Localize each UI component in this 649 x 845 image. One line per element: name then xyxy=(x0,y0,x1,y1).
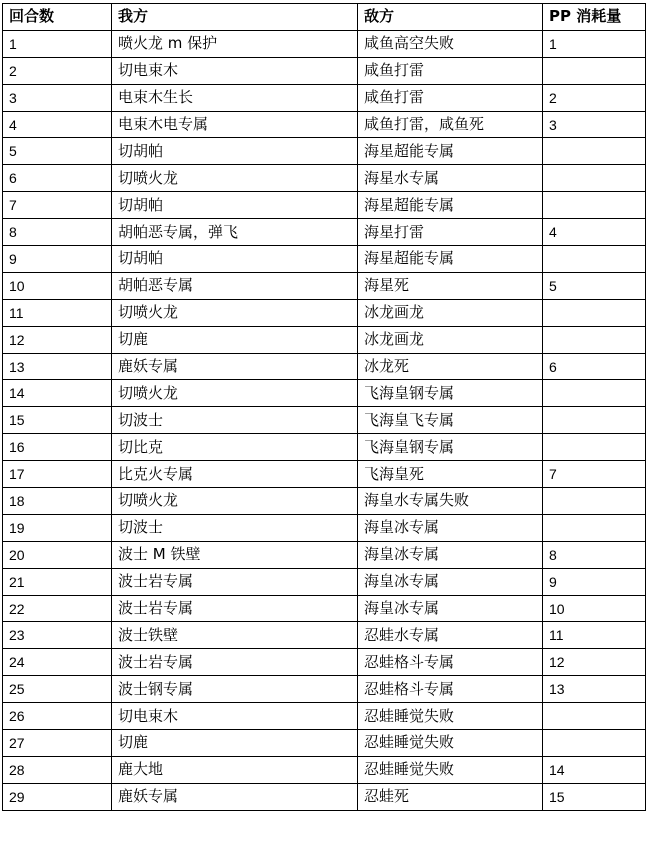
table-row xyxy=(3,541,646,568)
round-cell: 25 xyxy=(3,676,112,703)
round-cell: 19 xyxy=(3,514,112,541)
enemy-action-cell: 海星超能专属 xyxy=(358,192,543,219)
table-row xyxy=(3,514,646,541)
table-row xyxy=(3,434,646,461)
our-action-cell: 切鹿 xyxy=(112,326,358,353)
our-action-cell: 电束木生长 xyxy=(112,84,358,111)
our-action-cell: 波士 M 铁壁 xyxy=(112,541,358,568)
our-action-cell: 切鹿 xyxy=(112,730,358,757)
table-row xyxy=(3,84,646,111)
table-row xyxy=(3,30,646,57)
our-action-cell: 切喷火龙 xyxy=(112,380,358,407)
table-row xyxy=(3,407,646,434)
pp-cell: 7 xyxy=(543,461,646,488)
table-row xyxy=(3,756,646,783)
enemy-action-cell: 海皇冰专属 xyxy=(358,514,543,541)
pp-cell xyxy=(543,380,646,407)
enemy-action-cell: 冰龙画龙 xyxy=(358,326,543,353)
enemy-action-cell: 忍蛙睡觉失败 xyxy=(358,703,543,730)
pp-cell: 5 xyxy=(543,272,646,299)
enemy-action-cell: 海星超能专属 xyxy=(358,246,543,273)
pp-cell xyxy=(543,326,646,353)
pp-cell xyxy=(543,246,646,273)
table-row xyxy=(3,488,646,515)
pp-cell: 8 xyxy=(543,541,646,568)
table-row xyxy=(3,622,646,649)
round-cell: 23 xyxy=(3,622,112,649)
round-cell: 5 xyxy=(3,138,112,165)
battle-log-document xyxy=(2,3,646,811)
table-row xyxy=(3,649,646,676)
enemy-action-cell: 咸鱼打雷 xyxy=(358,84,543,111)
table-row xyxy=(3,568,646,595)
enemy-action-cell: 海星水专属 xyxy=(358,165,543,192)
pp-cell: 9 xyxy=(543,568,646,595)
round-cell: 13 xyxy=(3,353,112,380)
enemy-action-cell: 忍蛙水专属 xyxy=(358,622,543,649)
our-action-cell: 波士岩专属 xyxy=(112,649,358,676)
enemy-action-cell: 忍蛙格斗专属 xyxy=(358,676,543,703)
pp-cell xyxy=(543,488,646,515)
pp-cell: 14 xyxy=(543,756,646,783)
enemy-action-cell: 飞海皇钢专属 xyxy=(358,380,543,407)
enemy-action-cell: 忍蛙睡觉失败 xyxy=(358,730,543,757)
enemy-action-cell: 飞海皇钢专属 xyxy=(358,434,543,461)
pp-cell: 6 xyxy=(543,353,646,380)
pp-cell xyxy=(543,703,646,730)
enemy-action-cell: 海星超能专属 xyxy=(358,138,543,165)
table-row xyxy=(3,138,646,165)
pp-cell: 10 xyxy=(543,595,646,622)
round-cell: 28 xyxy=(3,756,112,783)
round-cell: 10 xyxy=(3,272,112,299)
round-cell: 22 xyxy=(3,595,112,622)
enemy-action-cell: 海皇冰专属 xyxy=(358,541,543,568)
round-cell: 7 xyxy=(3,192,112,219)
table-row xyxy=(3,730,646,757)
table-row xyxy=(3,272,646,299)
enemy-action-cell: 冰龙死 xyxy=(358,353,543,380)
pp-cell: 12 xyxy=(543,649,646,676)
our-action-cell: 切喷火龙 xyxy=(112,299,358,326)
enemy-action-cell: 咸鱼打雷，咸鱼死 xyxy=(358,111,543,138)
round-cell: 1 xyxy=(3,30,112,57)
round-cell: 27 xyxy=(3,730,112,757)
our-action-cell: 比克火专属 xyxy=(112,461,358,488)
pp-cell xyxy=(543,514,646,541)
enemy-action-cell: 海皇冰专属 xyxy=(358,595,543,622)
table-row xyxy=(3,461,646,488)
pp-cell: 11 xyxy=(543,622,646,649)
table-row xyxy=(3,380,646,407)
our-action-cell: 切喷火龙 xyxy=(112,488,358,515)
pp-cell xyxy=(543,407,646,434)
pp-cell xyxy=(543,138,646,165)
enemy-action-cell: 冰龙画龙 xyxy=(358,299,543,326)
table-row xyxy=(3,595,646,622)
our-action-cell: 切电束木 xyxy=(112,57,358,84)
table-row xyxy=(3,703,646,730)
pp-cell: 13 xyxy=(543,676,646,703)
round-cell: 24 xyxy=(3,649,112,676)
round-cell: 12 xyxy=(3,326,112,353)
pp-cell xyxy=(543,299,646,326)
round-cell: 9 xyxy=(3,246,112,273)
our-action-cell: 鹿大地 xyxy=(112,756,358,783)
table-row xyxy=(3,219,646,246)
round-cell: 11 xyxy=(3,299,112,326)
table-row xyxy=(3,783,646,810)
enemy-action-cell: 海皇冰专属 xyxy=(358,568,543,595)
enemy-action-cell: 飞海皇死 xyxy=(358,461,543,488)
table-row xyxy=(3,299,646,326)
pp-cell: 15 xyxy=(543,783,646,810)
round-cell: 17 xyxy=(3,461,112,488)
round-cell: 29 xyxy=(3,783,112,810)
our-action-cell: 喷火龙 m 保护 xyxy=(112,30,358,57)
enemy-action-cell: 咸鱼高空失败 xyxy=(358,30,543,57)
enemy-action-cell: 忍蛙格斗专属 xyxy=(358,649,543,676)
our-action-cell: 切胡帕 xyxy=(112,246,358,273)
enemy-action-cell: 咸鱼打雷 xyxy=(358,57,543,84)
our-action-cell: 切胡帕 xyxy=(112,138,358,165)
pp-cell xyxy=(543,434,646,461)
header-enemy-side: 敌方 xyxy=(358,4,543,31)
header-our-side: 我方 xyxy=(112,4,358,31)
our-action-cell: 切电束木 xyxy=(112,703,358,730)
table-row xyxy=(3,326,646,353)
pp-cell xyxy=(543,730,646,757)
table-row xyxy=(3,353,646,380)
header-pp-usage: PP 消耗量 xyxy=(543,4,646,31)
our-action-cell: 胡帕恶专属 xyxy=(112,272,358,299)
our-action-cell: 切波士 xyxy=(112,514,358,541)
round-cell: 18 xyxy=(3,488,112,515)
our-action-cell: 切波士 xyxy=(112,407,358,434)
round-cell: 2 xyxy=(3,57,112,84)
our-action-cell: 波士钢专属 xyxy=(112,676,358,703)
our-action-cell: 胡帕恶专属，弹飞 xyxy=(112,219,358,246)
enemy-action-cell: 海星打雷 xyxy=(358,219,543,246)
table-row xyxy=(3,165,646,192)
enemy-action-cell: 忍蛙死 xyxy=(358,783,543,810)
our-action-cell: 切胡帕 xyxy=(112,192,358,219)
table-row xyxy=(3,57,646,84)
table-row xyxy=(3,246,646,273)
our-action-cell: 波士岩专属 xyxy=(112,568,358,595)
our-action-cell: 波士岩专属 xyxy=(112,595,358,622)
round-cell: 16 xyxy=(3,434,112,461)
pp-cell: 4 xyxy=(543,219,646,246)
round-cell: 14 xyxy=(3,380,112,407)
our-action-cell: 电束木电专属 xyxy=(112,111,358,138)
our-action-cell: 鹿妖专属 xyxy=(112,353,358,380)
round-cell: 4 xyxy=(3,111,112,138)
table-row xyxy=(3,111,646,138)
our-action-cell: 切比克 xyxy=(112,434,358,461)
round-cell: 3 xyxy=(3,84,112,111)
round-cell: 8 xyxy=(3,219,112,246)
round-cell: 20 xyxy=(3,541,112,568)
our-action-cell: 鹿妖专属 xyxy=(112,783,358,810)
enemy-action-cell: 飞海皇飞专属 xyxy=(358,407,543,434)
pp-cell xyxy=(543,192,646,219)
enemy-action-cell: 海皇水专属失败 xyxy=(358,488,543,515)
round-cell: 15 xyxy=(3,407,112,434)
round-cell: 21 xyxy=(3,568,112,595)
pp-cell: 2 xyxy=(543,84,646,111)
our-action-cell: 切喷火龙 xyxy=(112,165,358,192)
table-row xyxy=(3,192,646,219)
pp-cell xyxy=(543,57,646,84)
battle-log-table xyxy=(2,3,646,811)
our-action-cell: 波士铁壁 xyxy=(112,622,358,649)
pp-cell: 1 xyxy=(543,30,646,57)
round-cell: 26 xyxy=(3,703,112,730)
enemy-action-cell: 海星死 xyxy=(358,272,543,299)
header-round: 回合数 xyxy=(3,4,112,31)
header-row xyxy=(3,4,646,31)
pp-cell: 3 xyxy=(543,111,646,138)
round-cell: 6 xyxy=(3,165,112,192)
enemy-action-cell: 忍蛙睡觉失败 xyxy=(358,756,543,783)
pp-cell xyxy=(543,165,646,192)
table-row xyxy=(3,676,646,703)
